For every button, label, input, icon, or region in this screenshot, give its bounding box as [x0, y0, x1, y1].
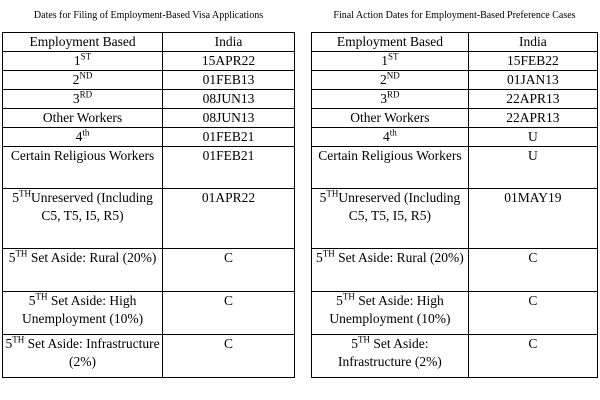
table-row [3, 335, 295, 378]
date-cell: C [468, 292, 597, 335]
date-cell: 01APR22 [163, 189, 295, 249]
date-cell: C [163, 249, 295, 292]
category-cell: Other Workers [312, 109, 469, 128]
category-cell: 5TH Set Aside: Rural (20%) [312, 249, 469, 292]
final-action-table [311, 32, 598, 378]
table-row [312, 292, 598, 335]
date-cell: C [163, 335, 295, 378]
final-action-panel [311, 0, 598, 378]
header-category: Employment Based [312, 33, 469, 52]
category-cell: 2ND [3, 71, 163, 90]
category-cell: 4th [3, 128, 163, 147]
table-row [312, 71, 598, 90]
category-cell: Certain Religious Workers [3, 147, 163, 189]
table-row [3, 109, 295, 128]
category-cell: 2ND [312, 71, 469, 90]
date-cell: 22APR13 [468, 109, 597, 128]
table-row [3, 71, 295, 90]
date-cell: 01JAN13 [468, 71, 597, 90]
date-cell: 01FEB13 [163, 71, 295, 90]
date-cell: 08JUN13 [163, 90, 295, 109]
date-cell: 01FEB21 [163, 128, 295, 147]
table-row [3, 90, 295, 109]
date-cell: C [468, 249, 597, 292]
table-header-row [3, 33, 295, 52]
table-row [312, 335, 598, 378]
filing-dates-panel [2, 0, 295, 378]
table-row [3, 128, 295, 147]
table-row [3, 189, 295, 249]
category-cell: 5TH Set Aside: High Unemployment (10%) [3, 292, 163, 335]
category-cell: Other Workers [3, 109, 163, 128]
date-cell: U [468, 128, 597, 147]
table-row [312, 52, 598, 71]
category-cell: 4th [312, 128, 469, 147]
date-cell: 15APR22 [163, 52, 295, 71]
date-cell: U [468, 147, 597, 189]
category-cell: 5THUnreserved (Including C5, T5, I5, R5) [312, 189, 469, 249]
date-cell: C [468, 335, 597, 378]
category-cell: 5TH Set Aside: Rural (20%) [3, 249, 163, 292]
category-cell: 3RD [3, 90, 163, 109]
category-cell: 5THUnreserved (Including C5, T5, I5, R5) [3, 189, 163, 249]
category-cell: 5TH Set Aside: Infrastructure (2%) [3, 335, 163, 378]
category-cell: 5TH Set Aside: High Unemployment (10%) [312, 292, 469, 335]
table-row [312, 109, 598, 128]
date-cell: 01MAY19 [468, 189, 597, 249]
table-row [312, 189, 598, 249]
table-row [312, 147, 598, 189]
category-cell: 1ST [3, 52, 163, 71]
table-row [312, 249, 598, 292]
category-cell: 3RD [312, 90, 469, 109]
header-country: India [163, 33, 295, 52]
header-country: India [468, 33, 597, 52]
table-header-row [312, 33, 598, 52]
date-cell: 15FEB22 [468, 52, 597, 71]
header-category: Employment Based [3, 33, 163, 52]
date-cell: 08JUN13 [163, 109, 295, 128]
category-cell: 1ST [312, 52, 469, 71]
filing-dates-table [2, 32, 295, 378]
filing-dates-caption: Dates for Filing of Employment-Based Visa Applications [33, 10, 264, 21]
date-cell: 22APR13 [468, 90, 597, 109]
table-row [3, 292, 295, 335]
category-cell: 5TH Set Aside: Infrastructure (2%) [312, 335, 469, 378]
table-row [3, 249, 295, 292]
final-action-caption: Final Action Dates for Employment-Based Preference Cases [333, 10, 576, 21]
category-cell: Certain Religious Workers [312, 147, 469, 189]
table-row [3, 52, 295, 71]
table-row [312, 128, 598, 147]
table-row [3, 147, 295, 189]
date-cell: C [163, 292, 295, 335]
date-cell: 01FEB21 [163, 147, 295, 189]
table-row [312, 90, 598, 109]
